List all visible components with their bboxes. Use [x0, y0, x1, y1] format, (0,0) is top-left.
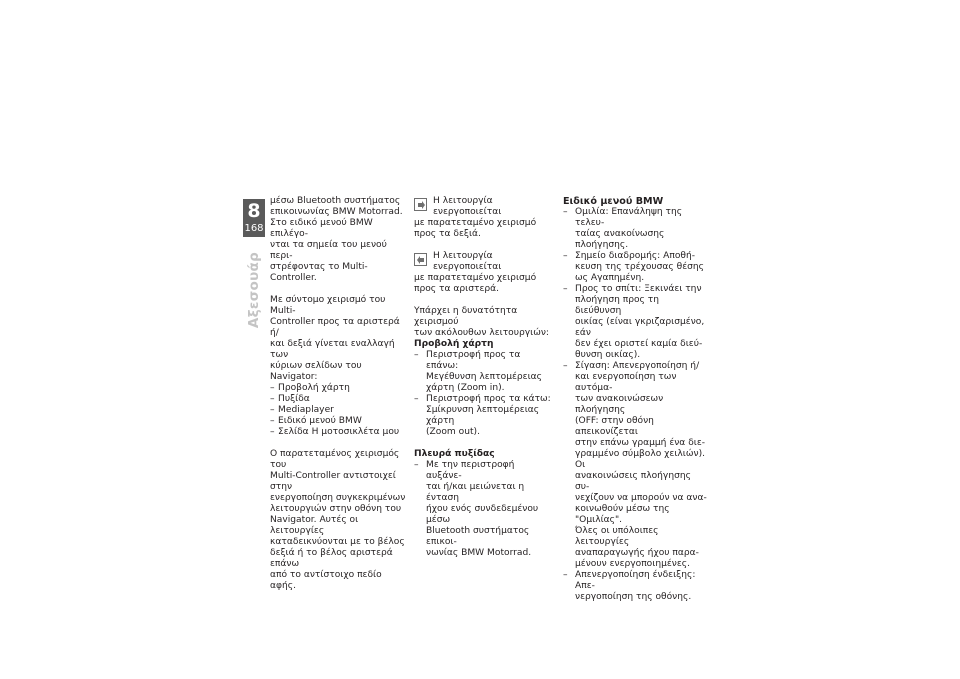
text-line: κύριων σελίδων του Navigator: — [270, 361, 362, 382]
text-line: καταδεικνύονται με το βέλος — [270, 537, 405, 547]
text-column-3 — [563, 196, 708, 614]
text-line: ενεργοποίηση συγκεκριμένων — [270, 493, 406, 503]
text-line: προς τα αριστερά. — [414, 284, 500, 294]
text-line: – Ομιλία: Επανάληψη της τελευ- — [575, 207, 683, 228]
text-line: από το αντίστοιχο πεδίο αφής. — [270, 570, 382, 591]
main-pages-list — [270, 383, 408, 438]
text-line: Bluetooth συστήματος επικοι- — [426, 526, 530, 547]
list-item — [414, 394, 552, 438]
side-tab — [243, 242, 265, 338]
text-line: ήχου ενός συνδεδεμένου μέσω — [426, 504, 539, 525]
list-item: – Προβολή χάρτη — [270, 383, 408, 394]
page-badge — [243, 199, 265, 237]
text-line: – Σίγαση: Απενεργοποίηση ή/ — [575, 361, 700, 371]
text-line: νεχίζουν να μπορούν να ανα- — [575, 493, 707, 503]
text-line: κευση της τρέχουσας θέσης — [575, 262, 704, 272]
list-item: – Mediaplayer — [270, 405, 408, 416]
text-line: οικίας (είναι γκριζαρισμένο, εάν — [575, 317, 705, 338]
right-arrow-note — [414, 196, 552, 240]
text-line: Ο παρατεταμένος χειρισμός του — [270, 449, 400, 470]
map-view-list — [414, 350, 552, 438]
text-line: Multi-Controller αντιστοιχεί στην — [270, 471, 396, 492]
text-line: νται τα σημεία του μενού περι- — [270, 240, 387, 261]
heading-bmw-menu: Ειδικό μενού BMW — [563, 196, 664, 207]
text-line: ανακοινώσεις πλοήγησης συ- — [575, 471, 691, 492]
paragraph-long-press — [270, 449, 408, 592]
text-line: των ανακοινώσεων πλοήγησης — [575, 394, 664, 415]
text-line: Στο ειδικό μενού BMW επιλέγο- — [270, 218, 373, 239]
text-line: Μεγέθυνση λεπτομέρειας — [426, 372, 542, 382]
text-line: (OFF: στην οθόνη απεικονίζεται — [575, 416, 654, 437]
text-line: – Περιστροφή προς τα κάτω: — [426, 394, 551, 404]
left-arrow-note — [414, 251, 552, 295]
arrow-right-icon — [414, 198, 427, 211]
text-line: και ενεργοποίηση των αυτόμα- — [575, 372, 677, 393]
text-line: δεν έχει οριστεί καμία διεύ- — [575, 339, 703, 349]
text-line: ως Αγαπημένη. — [575, 273, 645, 283]
text-line: Η λειτουργία ενεργοποιείται — [433, 196, 502, 217]
text-line: – Με την περιστροφή αυξάνε- — [426, 460, 515, 481]
list-item: – Σελίδα Η μοτοσικλέτα μου — [270, 427, 408, 438]
text-line: με παρατεταμένο χειρισμό — [414, 273, 537, 283]
text-line: Navigator. Αυτές οι λειτουργίες — [270, 515, 359, 536]
text-line: στρέφοντας το Multi-Controller. — [270, 262, 368, 283]
text-line: λειτουργιών στην οθόνη του — [270, 504, 402, 514]
text-line: ται ή/και μειώνεται η ένταση — [426, 482, 525, 503]
text-line: και δεξιά γίνεται εναλλαγή των — [270, 339, 395, 360]
text-line: – Σημείο διαδρομής: Αποθή- — [575, 251, 695, 261]
list-item — [563, 284, 708, 361]
text-line: νεργοποίηση της οθόνης. — [575, 592, 692, 602]
text-line: στην επάνω γραμμή ένα διε- — [575, 438, 706, 448]
list-item — [563, 570, 708, 603]
list-item — [414, 350, 552, 394]
page-number: 168 — [244, 223, 264, 234]
text-column-2 — [414, 196, 552, 570]
text-line: κοινωθούν μέσω της "Ομιλίας". — [575, 504, 670, 525]
paragraph-bluetooth — [270, 196, 408, 284]
text-line: γραμμένο σύμβολο χειλιών). Οι — [575, 449, 706, 470]
text-line: – Απενεργοποίηση ένδειξης: Απε- — [575, 570, 696, 591]
text-line: Υπάρχει η δυνατότητα χειρισμού — [414, 306, 518, 327]
list-item — [563, 207, 708, 251]
list-item: – Ειδικό μενού BMW — [270, 416, 408, 427]
text-line: (Zoom out). — [426, 427, 480, 437]
text-line: Όλες οι υπόλοιπες λειτουργίες — [575, 526, 659, 547]
paragraph-intro — [414, 306, 552, 339]
text-line: Σμίκρυνση λεπτομέρειας χάρτη — [426, 405, 540, 426]
list-item — [414, 460, 552, 559]
text-line: Controller προς τα αριστερά ή/ — [270, 317, 400, 338]
text-line: με παρατεταμένο χειρισμό — [414, 218, 537, 228]
list-item — [563, 251, 708, 284]
text-line: Με σύντομο χειρισμό του Multi- — [270, 295, 386, 316]
paragraph-main-pages — [270, 295, 408, 383]
text-column-1 — [270, 196, 408, 603]
text-line: ταίας ανακοίνωσης πλοήγησης. — [575, 229, 665, 250]
text-line: αναπαραγωγής ήχου παρα- — [575, 548, 699, 558]
text-line: νωνίας BMW Motorrad. — [426, 548, 532, 558]
text-line: Η λειτουργία ενεργοποιείται — [433, 251, 502, 272]
compass-list — [414, 460, 552, 559]
heading-compass: Πλευρά πυξίδας — [414, 449, 495, 459]
text-line: προς τα δεξιά. — [414, 229, 481, 239]
text-line: πλοήγηση προς τη διεύθυνση — [575, 295, 660, 316]
arrow-left-icon — [414, 253, 427, 266]
bmw-menu-list — [563, 207, 708, 603]
list-item: – Πυξίδα — [270, 394, 408, 405]
heading-map-view: Προβολή χάρτη — [414, 339, 494, 349]
list-item — [563, 361, 708, 570]
text-line: χάρτη (Zoom in). — [426, 383, 505, 393]
text-line: θυνση οικίας). — [575, 350, 641, 360]
side-tab-label: Αξεσουάρ — [246, 251, 262, 329]
text-line: – Περιστροφή προς τα επάνω: — [426, 350, 521, 371]
text-line: μένουν ενεργοποιημένες. — [575, 559, 691, 569]
text-line: επικοινωνίας BMW Motorrad. — [270, 207, 403, 217]
text-line: των ακόλουθων λειτουργιών: — [414, 328, 549, 338]
text-line: μέσω Bluetooth συστήματος — [270, 196, 401, 206]
chapter-number: 8 — [247, 200, 261, 222]
text-line: δεξιά ή το βέλος αριστερά επάνω — [270, 548, 393, 569]
text-line: – Προς το σπίτι: Ξεκινάει την — [575, 284, 702, 294]
